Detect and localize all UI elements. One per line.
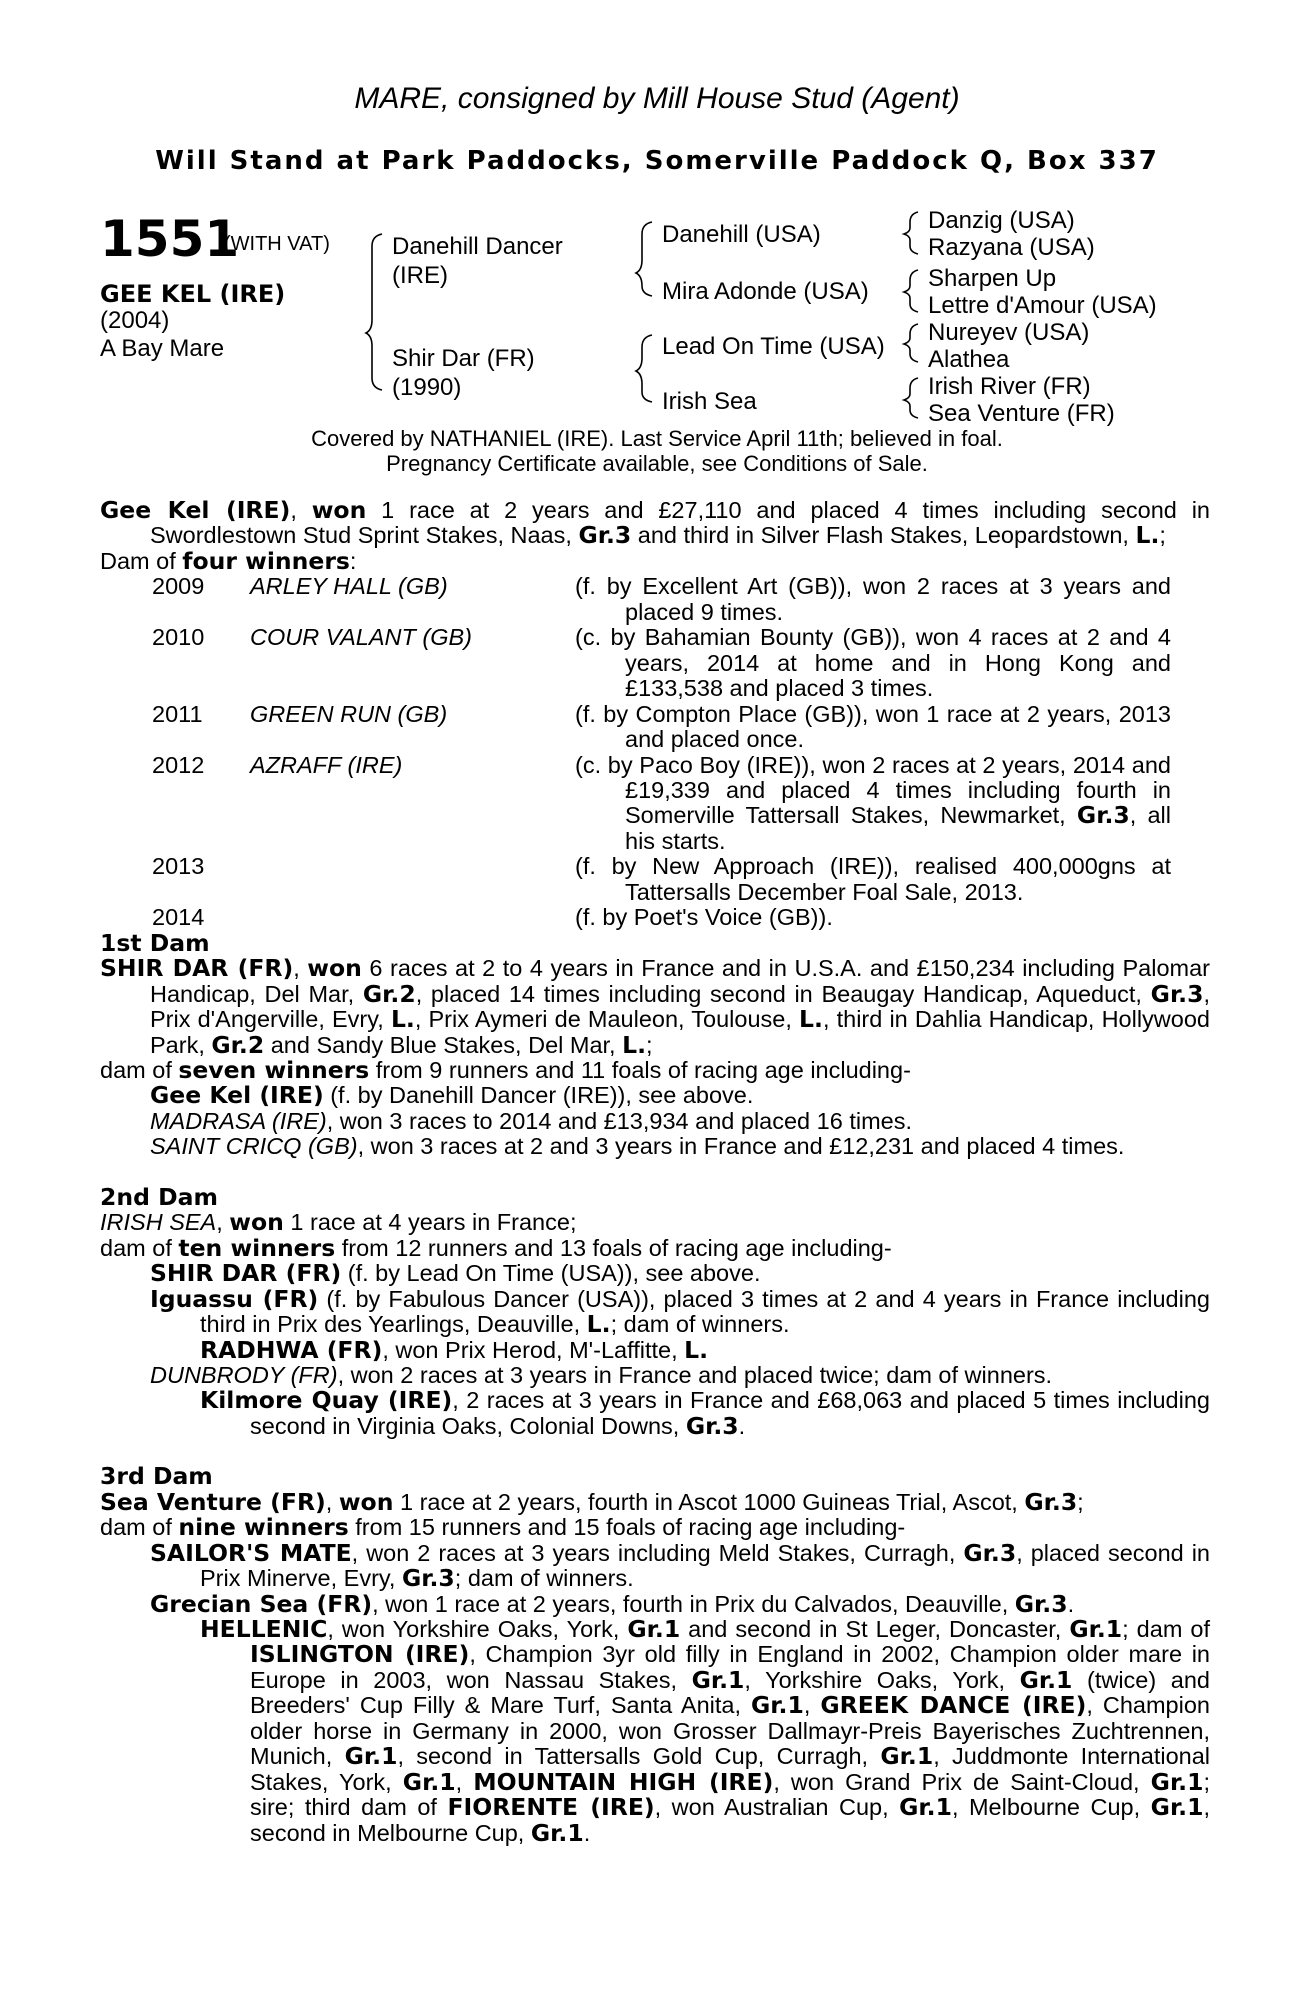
produce-row: 2014 (f. by Poet's Voice (GB)). [152, 904, 833, 931]
first-dam-runner: SAINT CRICQ (GB), won 3 races at 2 and 3 years in France and £12,231 and placed 4 times. [150, 1133, 1125, 1160]
second-dam-runner: Iguassu (FR) (f. by Fabulous Dancer (USA)), placed 3 times at 2 and 4 years in France including third in Prix des Yearlings, Deauville, L.; dam of winners. [150, 1284, 1210, 1339]
pedigree-brackets [0, 0, 1314, 440]
pedigree-sdd: Lettre d'Amour (USA) [928, 292, 1157, 319]
location-line: Will Stand at Park Paddocks, Somerville Paddock Q, Box 337 [155, 146, 1159, 176]
dam-of-line: Dam of four winners: [100, 546, 357, 575]
second-dam-runner: SHIR DAR (FR) (f. by Lead On Time (USA)), see above. [150, 1259, 761, 1288]
pregnancy-line: Pregnancy Certificate available, see Conditions of Sale. [386, 451, 928, 476]
produce-row: 2012 AZRAFF (IRE) (c. by Paco Boy (IRE)), won 2 races at 2 years, 2014 and £19,339 and placed 4 times including fourth in Somerville Tattersall Stakes, Newmarket, Gr.3, all his starts. [152, 751, 1171, 854]
lot-number: 1551 [100, 210, 240, 268]
second-dam-runner: DUNBRODY (FR), won 2 races at 3 years in France and placed twice; dam of winners. [150, 1361, 1053, 1388]
pedigree-sire-dam: Mira Adonde (USA) [662, 278, 869, 305]
catalogue-body [100, 498, 1210, 1846]
pedigree-dsd: Alathea [928, 346, 1010, 373]
pedigree-sire: Danehill Dancer [392, 233, 563, 260]
pedigree-ssd: Razyana (USA) [928, 234, 1095, 261]
pedigree-dam-dam: Irish Sea [662, 388, 757, 415]
pedigree-sss: Danzig (USA) [928, 207, 1075, 234]
horse-description: A Bay Mare [100, 335, 225, 362]
second-dam-grand-runner: RADHWA (FR), won Prix Herod, M'-Laffitte, L. [200, 1335, 709, 1364]
produce-list [100, 574, 1210, 930]
produce-row: 2011 GREEN RUN (GB) (f. by Compton Place (GB)), won 1 race at 2 years, 2013 and placed once. [152, 700, 1171, 753]
vat-note: (WITH VAT) [224, 233, 330, 255]
third-dam-produce-summary: dam of nine winners from 15 runners and 15 foals of racing age including- [100, 1513, 906, 1542]
produce-row: 2013 (f. by New Approach (IRE)), realised 400,000gns at Tattersalls December Foal Sale, 2013. [152, 853, 1171, 905]
pedigree-dam-year: (1990) [392, 374, 462, 401]
covering-line: Covered by NATHANIEL (IRE). Last Service April 11th; believed in foal. [311, 426, 1003, 451]
second-dam-produce-summary: dam of ten winners from 12 runners and 13 foals of racing age including- [100, 1233, 892, 1262]
third-dam-runner: Grecian Sea (FR), won 1 race at 2 years, fourth in Prix du Calvados, Deauville, Gr.3. [150, 1589, 1075, 1618]
produce-row: 2009 ARLEY HALL (GB) (f. by Excellent Art (GB)), won 2 races at 3 years and placed 9 times. [152, 573, 1171, 625]
third-dam-runner: SAILOR'S MATE, won 2 races at 3 years including Meld Stakes, Curragh, Gr.3, placed second in Prix Minerve, Evry, Gr.3; dam of winners. [150, 1538, 1211, 1593]
first-dam-runner: MADRASA (IRE), won 3 races to 2014 and £13,934 and placed 16 times. [150, 1107, 912, 1134]
pedigree-sire-country: (IRE) [392, 262, 448, 289]
horse-year: (2004) [100, 307, 170, 334]
pedigree-dss: Nureyev (USA) [928, 319, 1090, 346]
second-dam-grand-runner: Kilmore Quay (IRE), 2 races at 3 years in France and £68,063 and placed 5 times including second in Virginia Oaks, Colonial Downs, Gr.3. [200, 1386, 1210, 1440]
third-dam-heading: 3rd Dam [100, 1462, 213, 1491]
first-dam-produce-summary: dam of seven winners from 9 runners and 11 foals of racing age including- [100, 1055, 911, 1084]
mare-summary: Gee Kel (IRE), won 1 race at 2 years and £27,110 and placed 4 times including second in Swordlestown Stud Sprint Stakes, Naas, Gr.3 and third in Silver Flash Stakes, Leopardstown, L.; [100, 496, 1210, 550]
pedigree-sire-sire: Danehill (USA) [662, 221, 821, 248]
horse-name: GEE KEL (IRE) [100, 280, 286, 308]
consignment-line: MARE, consigned by Mill House Stud (Agent) [354, 82, 960, 115]
pedigree-dds: Irish River (FR) [928, 373, 1091, 400]
pedigree-dam-sire: Lead On Time (USA) [662, 333, 885, 360]
second-dam-summary: IRISH SEA, won 1 race at 4 years in France; [100, 1208, 577, 1237]
first-dam-runner: Gee Kel (IRE) (f. by Danehill Dancer (IRE)), see above. [150, 1081, 754, 1110]
third-dam-summary: Sea Venture (FR), won 1 race at 2 years, fourth in Ascot 1000 Guineas Trial, Ascot, Gr.3; [100, 1487, 1084, 1516]
second-dam-heading: 2nd Dam [100, 1182, 218, 1211]
pedigree-ddd: Sea Venture (FR) [928, 400, 1115, 427]
produce-row: 2010 COUR VALANT (GB) (c. by Bahamian Bounty (GB)), won 4 races at 2 and 4 years, 2014 at home and in Hong Kong and £133,538 and placed 3 times. [152, 624, 1171, 702]
pedigree-sds: Sharpen Up [928, 265, 1057, 292]
pedigree-dam: Shir Dar (FR) [392, 345, 535, 372]
third-dam-grand-runner: HELLENIC, won Yorkshire Oaks, York, Gr.1 and second in St Leger, Doncaster, Gr.1; dam of ISLINGTON (IRE), Champion 3yr old filly in England in 2002, Champion older mare in Europe in 2003, won Nassau Stakes, Gr.1, Yorkshire Oaks, York, Gr.1 (twice) and Breeders' Cup Filly & Mare Turf, Santa Anita, Gr.1, GREEK DANCE (IRE), Champion older horse in Germany in 2000, won Grosser Dallmayr-Preis Bayerisches Zuchtrennen, Munich, Gr.1, second in Tattersalls Gold Cup, Curragh, Gr.1, Juddmonte International Stakes, York, Gr.1, MOUNTAIN HIGH (IRE), won Grand Prix de Saint-Cloud, Gr.1; sire; third dam of FIORENTE (IRE), won Australian Cup, Gr.1, Melbourne Cup, Gr.1, second in Melbourne Cup, Gr.1. [200, 1615, 1211, 1847]
first-dam-heading: 1st Dam [100, 928, 210, 957]
first-dam-summary: SHIR DAR (FR), won 6 races at 2 to 4 years in France and in U.S.A. and £150,234 including Palomar Handicap, Del Mar, Gr.2, placed 14 times including second in Beaugay Handicap, Aqueduct, Gr.3, Prix d'Angerville, Evry, L., Prix Aymeri de Mauleon, Toulouse, L., third in Dahlia Handicap, Hollywood Park, Gr.2 and Sandy Blue Stakes, Del Mar, L.; [100, 954, 1210, 1059]
